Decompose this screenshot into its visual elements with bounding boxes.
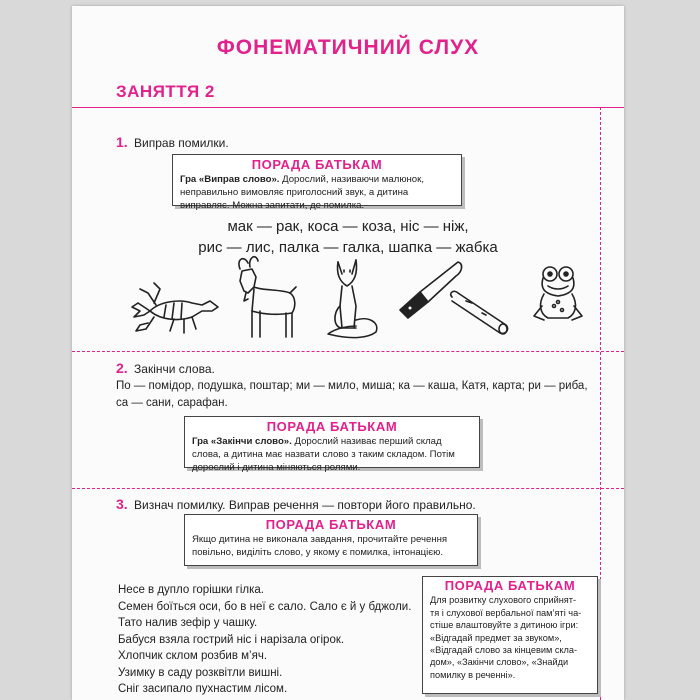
tip-side-line: стіше влаштовуйте з дитиною ігри:	[430, 620, 579, 631]
tip-side-line: помилку в реченні».	[430, 669, 516, 680]
page-title: ФОНЕМАТИЧНИЙ СЛУХ	[216, 36, 480, 59]
margin-guide-line	[600, 107, 601, 700]
task-2-text: Закінчи слова.	[134, 362, 215, 376]
word-pairs-line-1: мак — рак, коса — коза, ніс — ніж,	[227, 218, 469, 235]
task-2-syllables	[116, 378, 596, 412]
syllables-line-1: По — помідор, подушка, поштар; ми — мило, миша; ка — каша, Катя, карта; ри — риба,	[116, 380, 588, 392]
task-1-heading	[116, 134, 229, 150]
task-3-number: 3.	[116, 496, 128, 512]
tip-box-1	[172, 154, 462, 211]
tip-box-3	[184, 514, 478, 566]
section-divider-2	[72, 488, 624, 489]
tip-1-text: Дорослий, називаючи малюнок, неправильно вимовляє приголосний звук, а дитина виправляє. Можна запитати, де помилка.	[180, 174, 425, 211]
word-pairs-line-2: рис — лис, палка — галка, шапка — жабка	[198, 239, 498, 256]
workbook-page	[72, 6, 624, 700]
tip-2-game: Гра «Закінчи слово».	[192, 436, 292, 447]
task-1-text: Виправ помилки.	[134, 136, 229, 150]
sentences-list	[118, 582, 428, 698]
tip-3-text: Якщо дитина не виконала завдання, прочитайте речення повільно, виділіть слово, у якому є помилка, інтонацією.	[192, 534, 448, 558]
sentence: Сніг засипало пухнастим лісом.	[118, 683, 288, 695]
goat-icon	[230, 253, 302, 343]
tip-side-line: Для розвитку слухового сприйнят-	[430, 595, 577, 606]
tip-side-line: «Відгадай слово за кінцевим скла-	[430, 645, 578, 656]
task-3-text: Визнач помилку. Виправ речення — повтори його правильно.	[134, 498, 476, 512]
tip-side-line: тя і слухової вербальної пам’яті ча-	[430, 607, 582, 618]
task-2-number: 2.	[116, 360, 128, 376]
task-2-heading	[116, 360, 215, 376]
tip-1-title: ПОРАДА БАТЬКАМ	[251, 157, 383, 172]
sentence: Тато налив зефір у чашку.	[118, 617, 258, 629]
fox-icon	[322, 256, 384, 344]
stick-icon	[446, 289, 512, 339]
sentence: Семен боїться оси, бо в неї є сало. Сало є й у бджоли.	[118, 600, 412, 613]
tip-1-game: Гра «Виправ слово».	[180, 174, 280, 185]
sentence: Несе в дупло горішки гілка.	[118, 584, 264, 596]
section-divider-1	[72, 351, 624, 352]
tip-box-side	[422, 576, 598, 694]
sentence: Бабуся взяла гострий ніс і нарізала огірок.	[118, 633, 345, 646]
lesson-heading: ЗАНЯТТЯ 2	[116, 82, 215, 101]
task-1-number: 1.	[116, 134, 128, 150]
task-3-heading	[116, 496, 476, 512]
tip-2-title: ПОРАДА БАТЬКАМ	[266, 419, 398, 434]
tip-2-text: Дорослий називає перший склад слова, а дитина має назвати слово з таким складом. Потім дорослий і дитина міняються ролями.	[192, 436, 455, 473]
sentence: Узимку в саду розквітли вишні.	[118, 666, 283, 679]
tip-side-title: ПОРАДА БАТЬКАМ	[444, 578, 576, 593]
tip-box-2	[184, 416, 480, 473]
lesson-underline	[72, 107, 624, 108]
sentence: Хлопчик склом розбив м’яч.	[118, 650, 268, 662]
crayfish-icon	[130, 281, 224, 341]
tip-side-line: дом», «Закінчи слово», «Знайди	[430, 657, 569, 668]
syllables-line-2: са — сани, сарафан.	[116, 397, 228, 409]
tip-3-title: ПОРАДА БАТЬКАМ	[265, 517, 397, 532]
frog-icon	[530, 264, 590, 326]
tip-side-line: «Відгадай предмет за звуком»,	[430, 632, 562, 643]
